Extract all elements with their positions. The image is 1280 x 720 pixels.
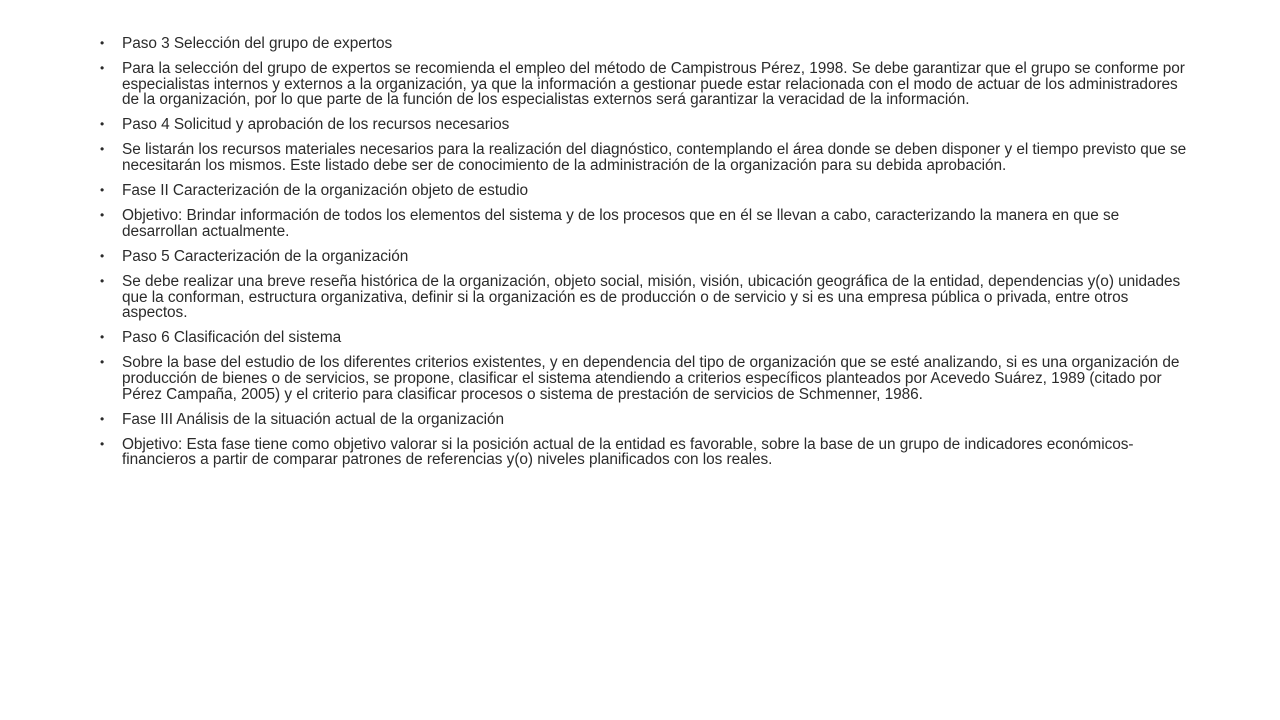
bullet-dot-icon: • — [100, 61, 105, 76]
bullet-item-paso-5 — [100, 249, 1190, 265]
bullet-dot-icon: • — [100, 36, 105, 50]
bullet-dot-icon: • — [100, 436, 105, 451]
bullet-text: Sobre la base del estudio de los diferentes criterios existentes, y en dependencia del tipo de organización que se esté analizando, si es una organización de producción de bienes o de servicios, se propone, clasificar el sistema atendiendo a criterios específicos planteados por Acevedo Suárez, 1989 (citado por Pérez Campaña, 2005) y el criterio para clasificar procesos o sistema de prestación de servicios de Schmenner, 1986. — [122, 354, 1180, 403]
bullet-text: Para la selección del grupo de expertos se recomienda el empleo del método de Campistrous Pérez, 1998. Se debe garantizar que el grupo se conforme por especialistas internos y externos a la organización, ya que la información a gestionar puede estar relacionada con el modo de actuar de los administradores de la organización, por lo que parte de la función de los especialistas externos será garantizar la veracidad de la información. — [122, 60, 1185, 109]
bullet-item-fase-2 — [100, 183, 1190, 199]
bullet-item-fase-3-objective — [100, 437, 1190, 468]
bullet-text: Paso 3 Selección del grupo de expertos — [122, 35, 393, 52]
bullet-item-paso-6 — [100, 330, 1190, 346]
bullet-text: Paso 4 Solicitud y aprobación de los recursos necesarios — [122, 116, 510, 134]
bullet-item-paso-3 — [100, 36, 1190, 52]
bullet-dot-icon: • — [100, 183, 105, 198]
bullet-item-paso-4 — [100, 117, 1190, 133]
bullet-item-fase-2-objective — [100, 208, 1190, 239]
bullet-list — [100, 36, 1190, 477]
bullet-item-paso-6-description — [100, 355, 1190, 402]
bullet-dot-icon: • — [100, 142, 105, 157]
bullet-dot-icon: • — [100, 411, 105, 426]
bullet-text: Objetivo: Brindar información de todos los elementos del sistema y de los procesos que en él se llevan a cabo, caracterizando la manera en que se desarrollan actualmente. — [122, 207, 1120, 240]
bullet-item-paso-3-description — [100, 61, 1190, 108]
bullet-dot-icon: • — [100, 248, 105, 263]
bullet-dot-icon: • — [100, 355, 105, 370]
bullet-text: Objetivo: Esta fase tiene como objetivo valorar si la posición actual de la entidad es favorable, sobre la base de un grupo de indicadores económicos-financieros a partir de comparar patrones de referencias y(o) niveles planificados con los reales. — [122, 435, 1134, 469]
bullet-dot-icon: • — [100, 208, 105, 223]
bullet-dot-icon: • — [100, 274, 105, 289]
bullet-dot-icon: • — [100, 117, 105, 132]
bullet-item-paso-5-description — [100, 274, 1190, 321]
bullet-dot-icon: • — [100, 330, 105, 345]
bullet-item-paso-4-description — [100, 142, 1190, 173]
bullet-text: Paso 5 Caracterización de la organización — [122, 247, 409, 265]
bullet-text: Paso 6 Clasificación del sistema — [122, 329, 342, 347]
bullet-item-fase-3 — [100, 412, 1190, 428]
bullet-text: Se debe realizar una breve reseña histórica de la organización, objeto social, misión, visión, ubicación geográfica de la entidad, dependencias y(o) unidades que la conforman, estructura organizativa, definir si la organización es de producción o de servicio y si es una empresa pública o privada, entre otros aspectos. — [122, 273, 1181, 322]
bullet-text: Fase III Análisis de la situación actual de la organización — [122, 410, 505, 428]
bullet-text: Se listarán los recursos materiales necesarios para la realización del diagnóstico, contemplando el área donde se deben disponer y el tiempo previsto que se necesitarán los mismos. Este listado debe ser de conocimiento de la administración de la organización para su debida aprobación. — [122, 141, 1187, 175]
bullet-text: Fase II Caracterización de la organización objeto de estudio — [122, 182, 528, 200]
